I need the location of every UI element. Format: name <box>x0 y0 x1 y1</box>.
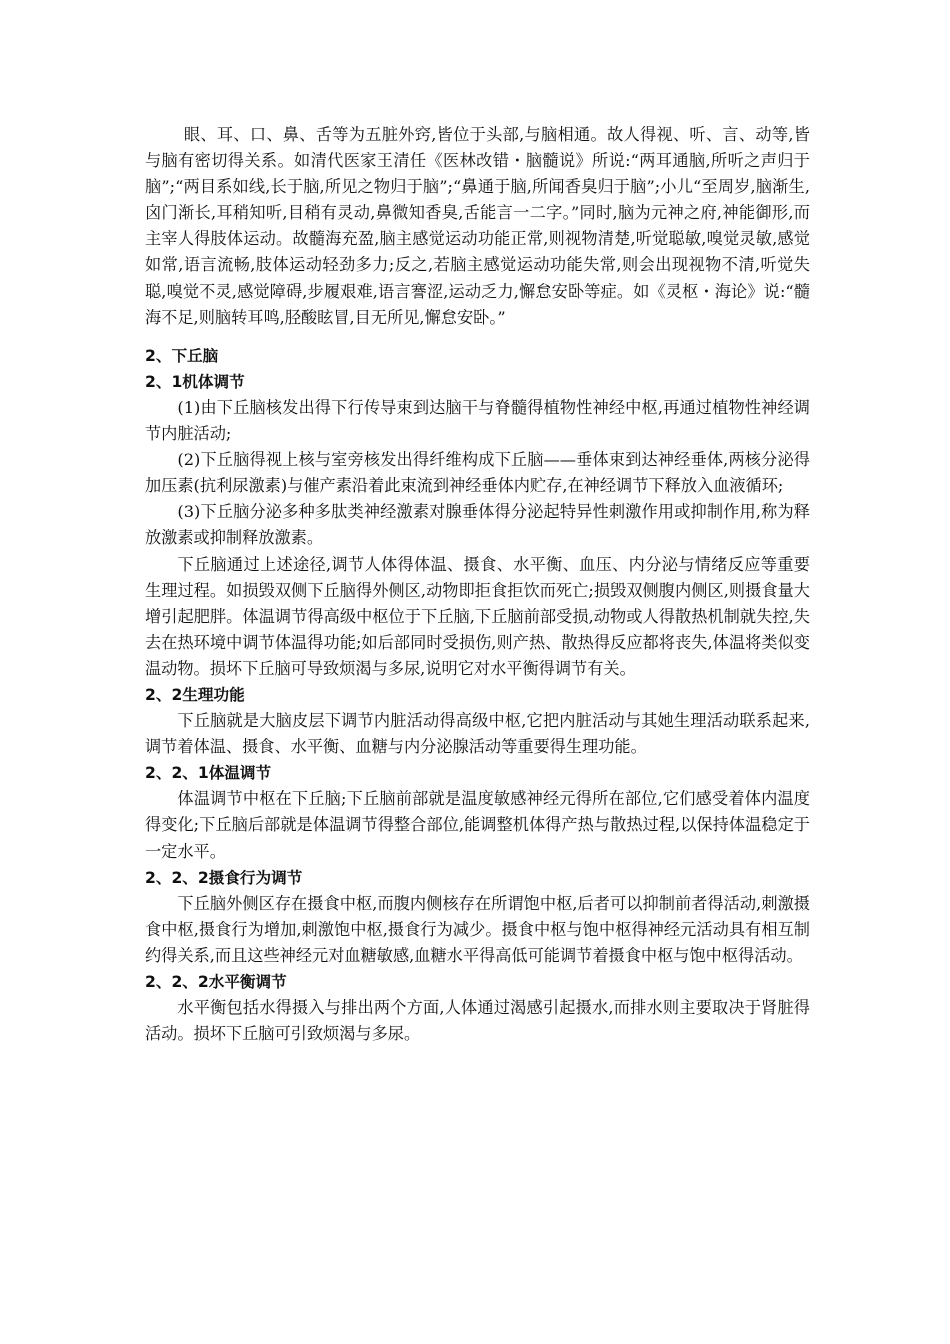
subsection-heading-feeding-regulation: 2、2、2摄食行为调节 <box>145 868 303 887</box>
paragraph-hypothalamo-hypophyseal-tract: (2)下丘脑得视上核与室旁核发出得纤维构成下丘脑——垂体束到达神经垂体,两核分泌得加压素(抗利尿激素)与催产素沿着此束流到神经垂体内贮存,在神经调节下释放入血液循环; <box>145 450 810 496</box>
paragraph-regulation-summary: 下丘脑通过上述途径,调节人体得体温、摄食、水平衡、血压、内分泌与情绪反应等重要生理过程。如损毁双侧下丘脑得外侧区,动物即拒食拒饮而死亡;损毁双侧腹内侧区,则摄食量大增引起肥胖。体温调节得高级中枢位于下丘脑,下丘脑前部受损,动物或人得散热机制就失控,失去在热环境中调节体温得功能;如后部同时受损伤,则产热、散热得反应都将丧失,体温将类似变温动物。损坏下丘脑可导致烦渴与多尿,说明它对水平衡得调节有关。 <box>145 554 810 678</box>
paragraph-physiological-function: 下丘脑就是大脑皮层下调节内脏活动得高级中枢,它把内脏活动与其她生理活动联系起来,调节着体温、摄食、水平衡、血糖与内分泌腺活动等重要得生理功能。 <box>145 711 810 757</box>
document-page <box>145 122 810 1047</box>
paragraph-temperature-regulation: 体温调节中枢在下丘脑;下丘脑前部就是温度敏感神经元得所在部位,它们感受着体内温度得变化;下丘脑后部就是体温调节得整合部位,能调整机体得产热与散热过程,以保持体温稳定于一定水平。 <box>145 789 810 861</box>
subsection-heading-physiological-function: 2、2生理功能 <box>145 685 245 704</box>
paragraph-water-balance: 水平衡包括水得摄入与排出两个方面,人体通过渴感引起摄水,而排水则主要取决于肾脏得活动。损坏下丘脑可引致烦渴与多尿。 <box>145 998 810 1044</box>
intro-paragraph: 眼、耳、口、鼻、舌等为五脏外窍,皆位于头部,与脑相通。故人得视、听、言、动等,皆与脑有密切得关系。如清代医家王清任《医林改错・脑髓说》所说:“两耳通脑,所听之声归于脑”;“两目系如线,长于脑,所见之物归于脑”;“鼻通于脑,所闻香臭归于脑”;小儿“至周岁,脑渐生,囟门渐长,耳稍知听,目稍有灵动,鼻微知香臭,舌能言一二字。”同时,脑为元神之府,神能御形,而主宰人得肢体运动。故髓海充盈,脑主感觉运动功能正常,则视物清楚,听觉聪敏,嗅觉灵敏,感觉如常,语言流畅,肢体运动轻劲多力;反之,若脑主感觉运动功能失常,则会出现视物不清,听觉失聪,嗅觉不灵,感觉障碍,步履艰难,语言謇涩,运动乏力,懈怠安卧等症。如《灵枢・海论》说:“髓海不足,则脑转耳鸣,胫酸眩冒,目无所见,懈怠安卧。” <box>145 125 810 327</box>
paragraph-feeding-regulation: 下丘脑外侧区存在摄食中枢,而腹内侧核存在所谓饱中枢,后者可以抑制前者得活动,刺激摄食中枢,摄食行为增加,刺激饱中枢,摄食行为减少。摄食中枢与饱中枢得神经元活动具有相互制约得关系,而且这些神经元对血糖敏感,血糖水平得高低可能调节着摄食中枢与饱中枢得活动。 <box>145 893 810 965</box>
paragraph-descending-tracts: (1)由下丘脑核发出得下行传导束到达脑干与脊髓得植物性神经中枢,再通过植物性神经调节内脏活动; <box>145 397 810 444</box>
subsection-heading-temperature-regulation: 2、2、1体温调节 <box>145 764 272 783</box>
paragraph-releasing-hormones: (3)下丘脑分泌多种多肽类神经激素对腺垂体得分泌起特异性刺激作用或抑制作用,称为释放激素或抑制释放激素。 <box>145 502 810 548</box>
subsection-heading-body-regulation: 2、1机体调节 <box>145 372 245 391</box>
subsection-heading-water-balance: 2、2、2水平衡调节 <box>145 973 287 991</box>
section-heading-hypothalamus: 2、下丘脑 <box>145 346 219 365</box>
